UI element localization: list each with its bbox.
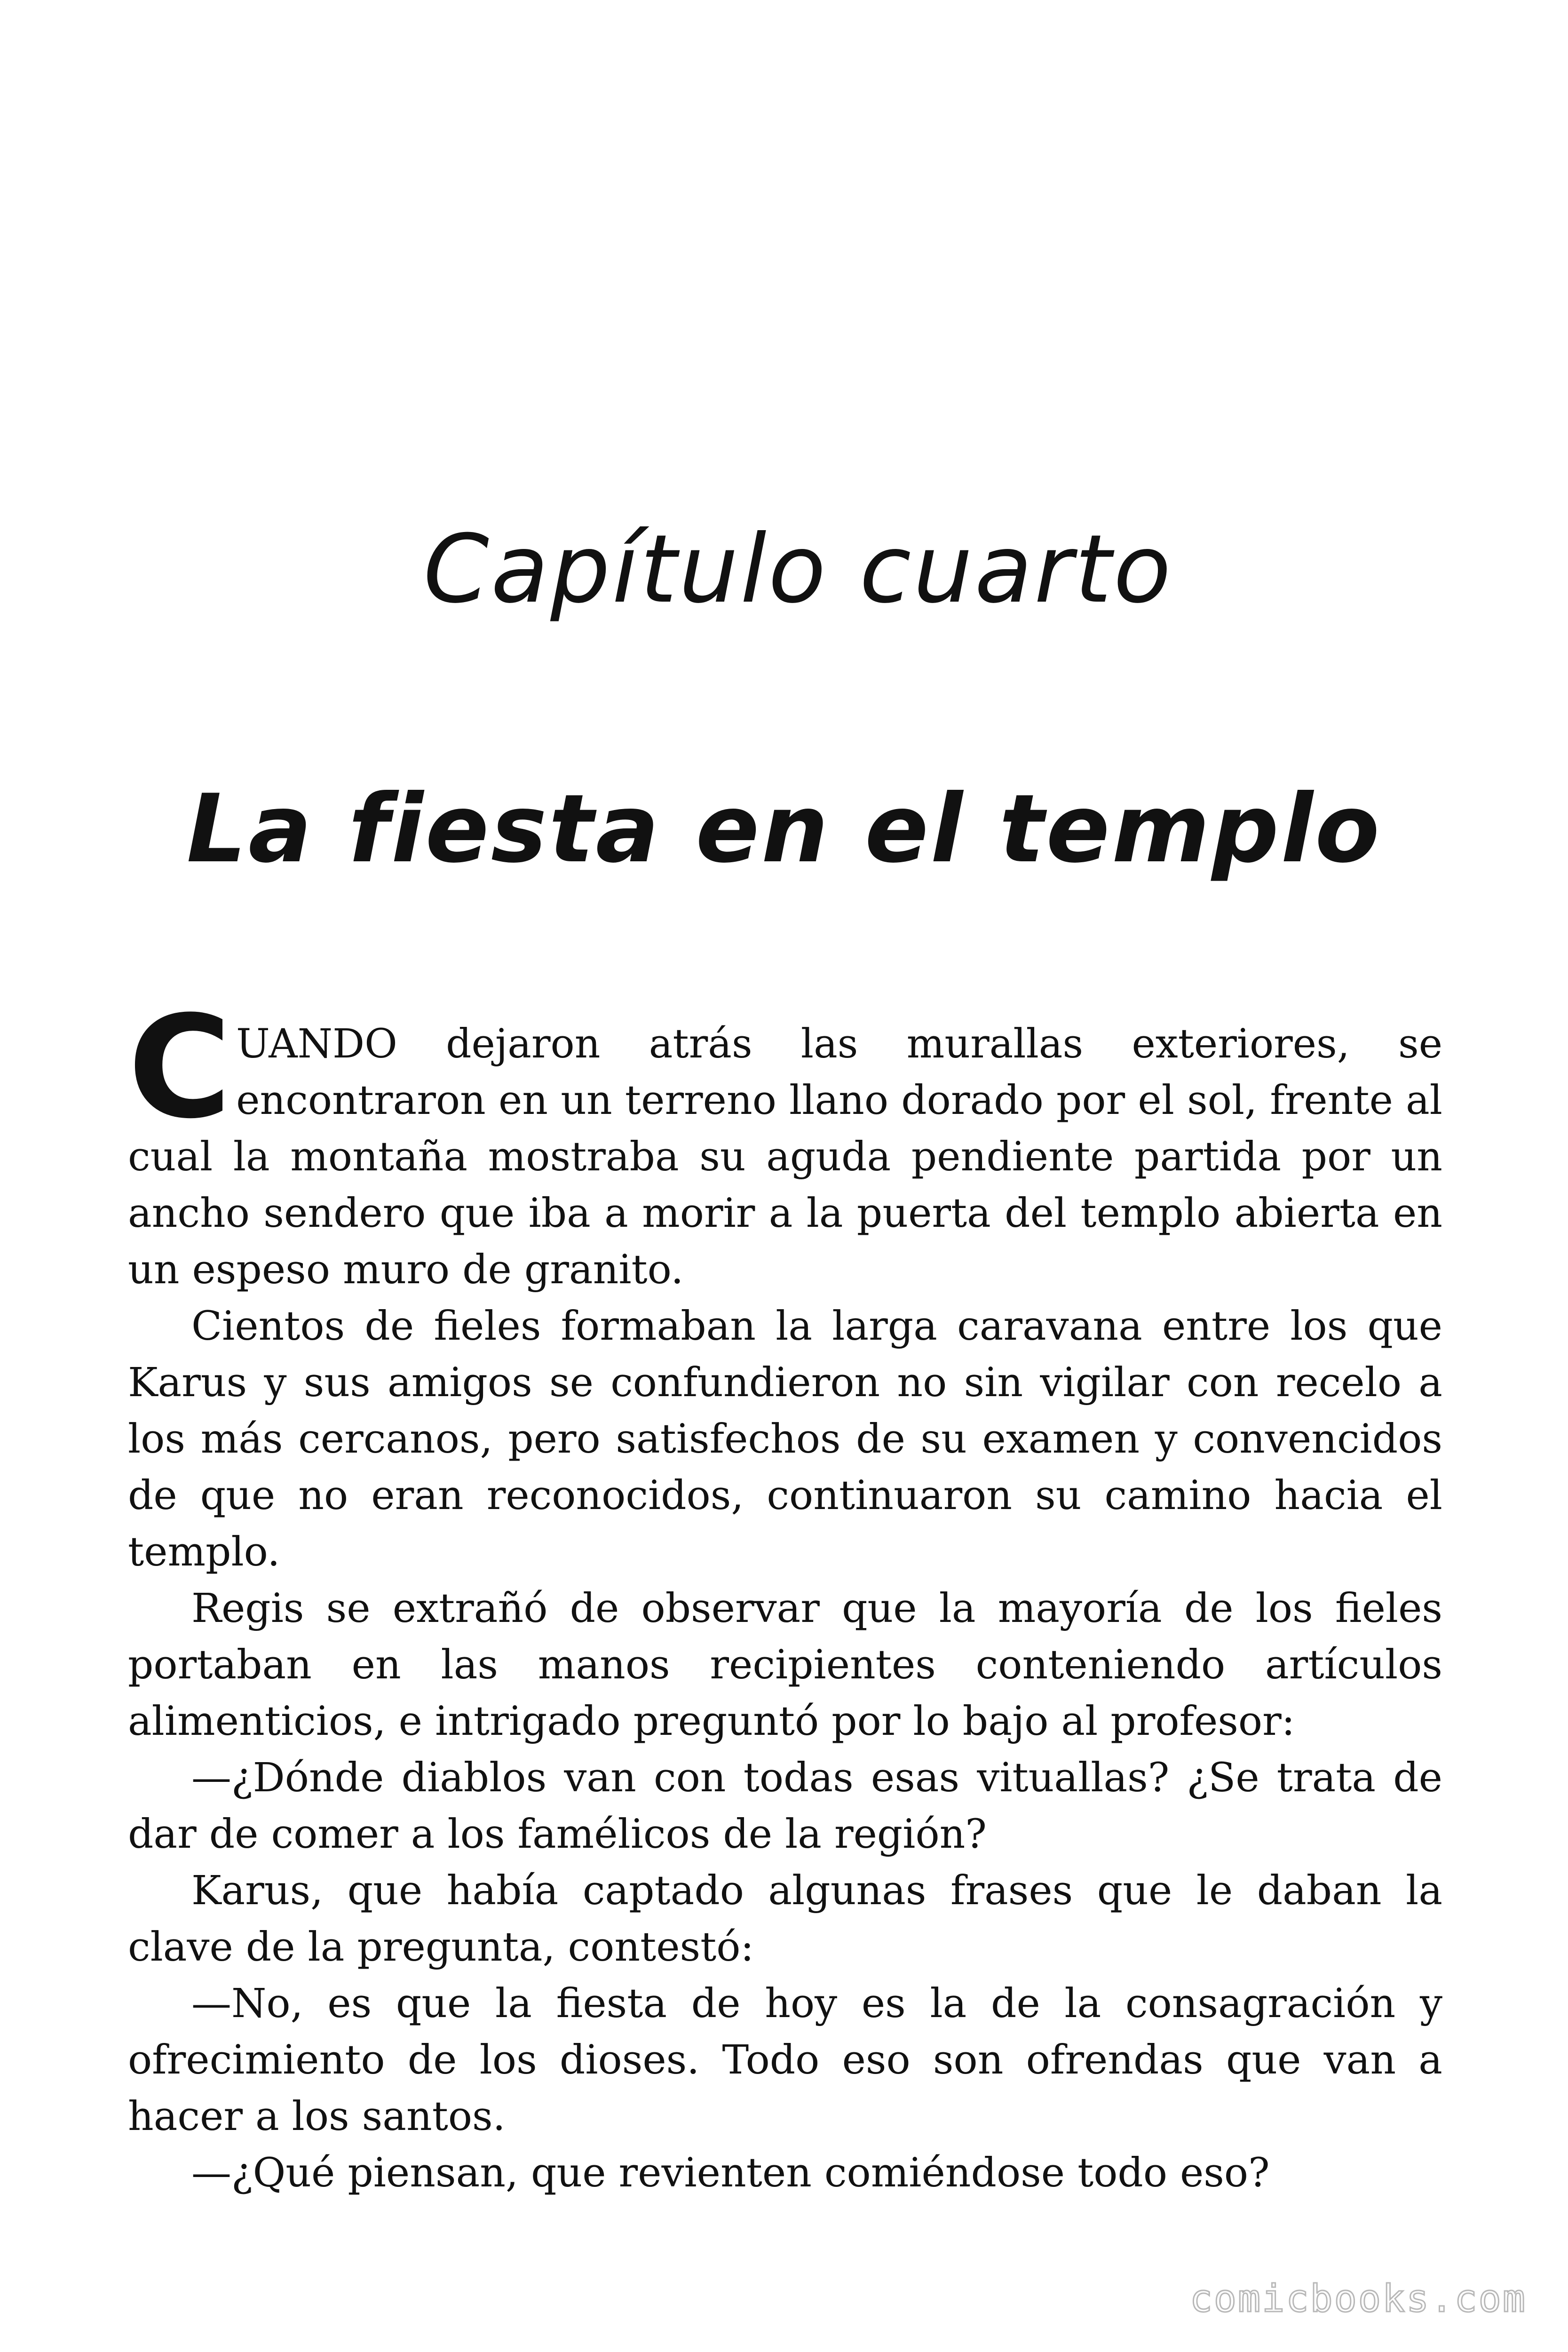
paragraph: Cientos de fieles formaban la larga caravana entre los que Karus y sus amigos se confundieron no sin vigilar con recelo a los más cercanos, pero satisfechos de su examen y convencidos de que no eran reconocidos, continuaron su camino hacia el templo.	[128, 1303, 1442, 1575]
watermark: comicbooks.com	[1189, 2277, 1527, 2320]
drop-cap: C	[128, 985, 232, 1150]
chapter-body	[128, 985, 1442, 2201]
chapter-title: La fiesta en el templo	[186, 774, 1382, 884]
paragraph	[128, 985, 1442, 1298]
paragraph-text: UANDO dejaron atrás las murallas exteriores, se encontraron en un terreno llano dorado por el sol, frente al cual la montaña mostraba su aguda pendiente partida por un ancho sendero que iba a morir a la puerta del templo abierta en un espeso muro de granito.	[128, 1021, 1442, 1293]
paragraph: —¿Dónde diablos van con todas esas vituallas? ¿Se trata de dar de comer a los famélicos de la región?	[128, 1755, 1442, 1858]
paragraph: —¿Qué piensan, que revienten comiéndose todo eso?	[191, 2150, 1270, 2196]
paragraph: Regis se extrañó de observar que la mayoría de los fieles portaban en las manos recipientes conteniendo artículos alimenticios, e intrigado preguntó por lo bajo al profesor:	[128, 1585, 1442, 1745]
chapter-number: Capítulo cuarto	[423, 515, 1173, 624]
paragraph: Karus, que había captado algunas frases que le daban la clave de la pregunta, contestó:	[128, 1867, 1442, 1971]
paragraph: —No, es que la fiesta de hoy es la de la consagración y ofrecimiento de los dioses. Todo eso son ofrendas que van a hacer a los santos.	[128, 1980, 1442, 2140]
